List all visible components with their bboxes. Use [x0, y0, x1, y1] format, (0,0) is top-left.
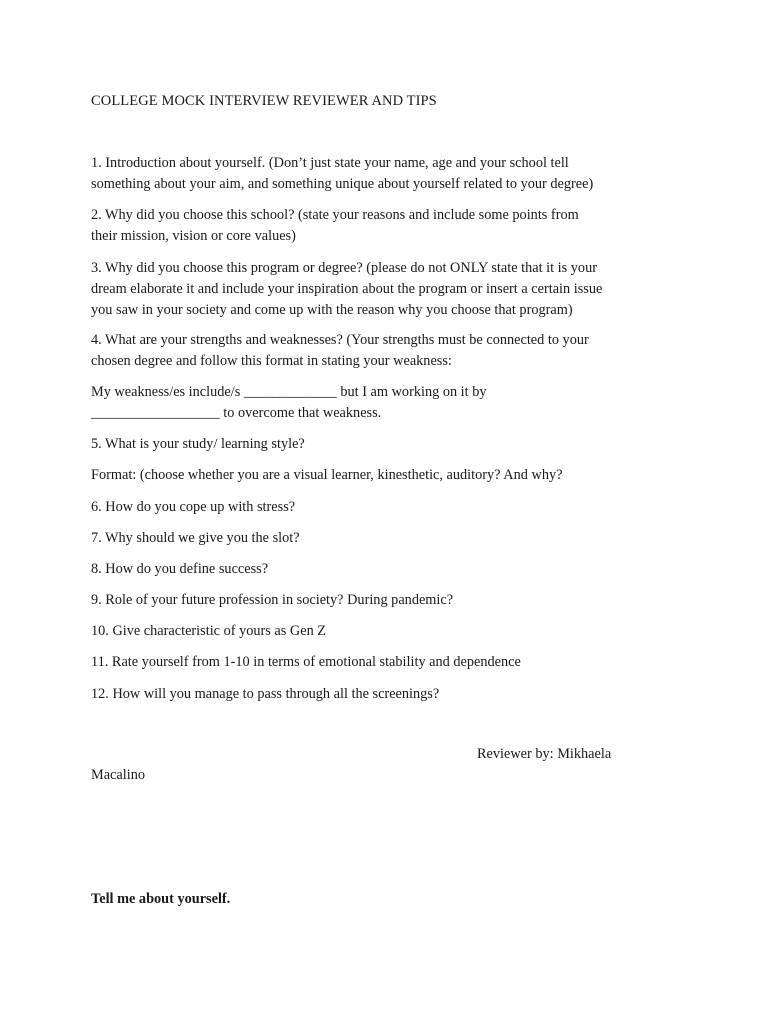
question-3-line-1: 3. Why did you choose this program or degree? (please do not ONLY state that it is your [91, 260, 597, 276]
question-6: 6. How do you cope up with stress? [91, 499, 296, 515]
question-4 [91, 330, 691, 372]
reviewer-credit: Reviewer by: Mikhaela [477, 746, 612, 762]
section-heading: Tell me about yourself. [91, 891, 231, 907]
question-1-line-1: 1. Introduction about yourself. (Don’t just state your name, age and your school tell [91, 155, 569, 171]
question-3-line-3: you saw in your society and come up with the reason why you choose that program) [91, 301, 573, 318]
question-9: 9. Role of your future profession in society? During pandemic? [91, 592, 454, 608]
question-2-line-1: 2. Why did you choose this school? (state your reasons and include some points from [91, 207, 579, 223]
question-12: 12. How will you manage to pass through all the screenings? [91, 686, 440, 702]
question-2 [91, 205, 691, 247]
question-3 [91, 258, 691, 320]
learning-style-format: Format: (choose whether you are a visual learner, kinesthetic, auditory? And why? [91, 467, 563, 483]
question-8: 8. How do you define success? [91, 561, 269, 577]
weakness-format [91, 382, 691, 424]
question-3-line-2: dream elaborate it and include your inspiration about the program or insert a certain issue [91, 280, 603, 297]
document-title: COLLEGE MOCK INTERVIEW REVIEWER AND TIPS [91, 93, 437, 109]
question-4-line-1: 4. What are your strengths and weaknesses? (Your strengths must be connected to your [91, 332, 589, 348]
reviewer-credit-surname: Macalino [91, 767, 145, 783]
question-2-line-2: their mission, vision or core values) [91, 227, 296, 244]
question-10: 10. Give characteristic of yours as Gen Z [91, 623, 327, 639]
question-1 [91, 153, 691, 195]
question-5: 5. What is your study/ learning style? [91, 436, 305, 452]
weakness-format-line-1: My weakness/es include/s _____________ but I am working on it by [91, 384, 487, 400]
weakness-format-line-2: __________________ to overcome that weakness. [91, 404, 382, 421]
question-7: 7. Why should we give you the slot? [91, 530, 300, 546]
question-11: 11. Rate yourself from 1-10 in terms of emotional stability and dependence [91, 654, 521, 670]
question-1-line-2: something about your aim, and something unique about yourself related to your degree) [91, 175, 594, 192]
question-4-line-2: chosen degree and follow this format in stating your weakness: [91, 352, 452, 369]
